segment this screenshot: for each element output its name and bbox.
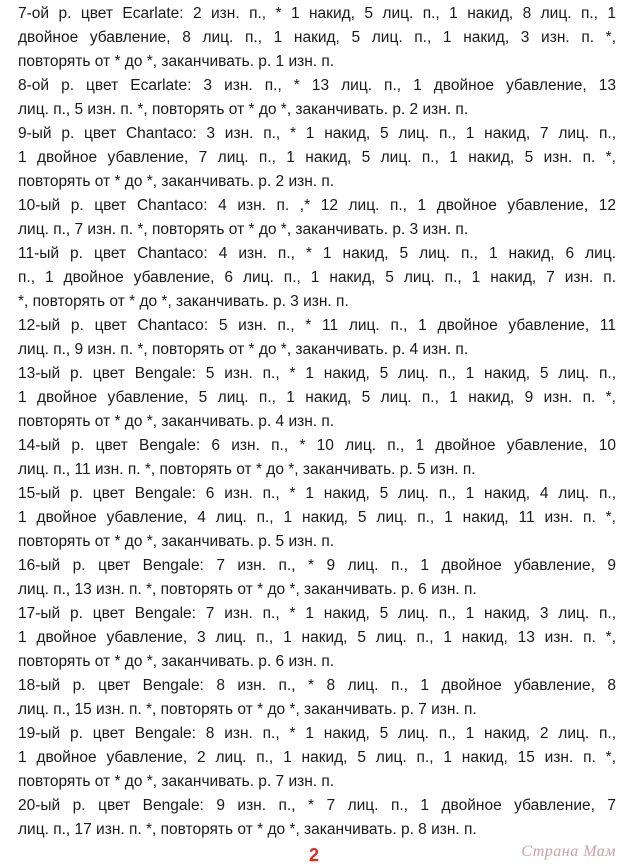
instruction-line: 14-ый р. цвет Bengale: 6 изн. п., * 10 лиц. п., 1 двойное убавление, 10	[18, 437, 616, 454]
instruction-line: лиц. п., 15 изн. п. *, повторять от * до *, заканчивать. р. 7 изн. п.	[18, 701, 477, 718]
instruction-line: 20-ый р. цвет Bengale: 9 изн. п., * 7 лиц. п., 1 двойное убавление, 7	[18, 797, 616, 814]
instruction-line: 1 двойное убавление, 4 лиц. п., 1 накид, 5 лиц. п., 1 накид, 11 изн. п. *,	[18, 509, 616, 526]
instruction-line: 9-ый р. цвет Chantaco: 3 изн. п., * 1 накид, 5 лиц. п., 1 накид, 7 лиц. п.,	[18, 125, 616, 142]
instruction-line: 7-ой р. цвет Ecarlate: 2 изн. п., * 1 накид, 5 лиц. п., 1 накид, 8 лиц. п., 1	[18, 5, 616, 22]
instruction-row	[18, 434, 616, 482]
instruction-line: *, повторять от * до *, заканчивать. р. 3 изн. п.	[18, 293, 349, 310]
instruction-row	[18, 2, 616, 74]
instruction-row	[18, 554, 616, 602]
instruction-line: 1 двойное убавление, 2 лиц. п., 1 накид, 5 лиц. п., 1 накид, 15 изн. п. *,	[18, 749, 616, 766]
instruction-row	[18, 122, 616, 194]
instruction-line: лиц. п., 9 изн. п. *, повторять от * до *, заканчивать. р. 4 изн. п.	[18, 341, 469, 358]
instruction-line: 19-ый р. цвет Bengale: 8 изн. п., * 1 накид, 5 лиц. п., 1 накид, 2 лиц. п.,	[18, 725, 616, 742]
instruction-row	[18, 794, 616, 842]
instruction-line: лиц. п., 17 изн. п. *, повторять от * до *, заканчивать. р. 8 изн. п.	[18, 821, 477, 838]
instruction-line: повторять от * до *, заканчивать. р. 7 изн. п.	[18, 773, 335, 790]
instruction-line: лиц. п., 11 изн. п. *, повторять от * до *, заканчивать. р. 5 изн. п.	[18, 461, 476, 478]
instruction-line: 12-ый р. цвет Chantaco: 5 изн. п., * 11 лиц. п., 1 двойное убавление, 11	[18, 317, 616, 334]
instruction-row	[18, 722, 616, 794]
instruction-row	[18, 314, 616, 362]
instruction-line: лиц. п., 13 изн. п. *, повторять от * до *, заканчивать. р. 6 изн. п.	[18, 581, 477, 598]
instruction-line: 1 двойное убавление, 7 лиц. п., 1 накид, 5 лиц. п., 1 накид, 5 изн. п. *,	[18, 149, 616, 166]
instruction-row	[18, 482, 616, 554]
instruction-line: повторять от * до *, заканчивать. р. 5 изн. п.	[18, 533, 335, 550]
instruction-line: 10-ый р. цвет Chantaco: 4 изн. п. ,* 12 лиц. п., 1 двойное убавление, 12	[18, 197, 616, 214]
instruction-line: повторять от * до *, заканчивать. р. 6 изн. п.	[18, 653, 335, 670]
instruction-line: повторять от * до *, заканчивать. р. 2 изн. п.	[18, 173, 335, 190]
instruction-row	[18, 602, 616, 674]
instruction-line: 15-ый р. цвет Bengale: 6 изн. п., * 1 накид, 5 лиц. п., 1 накид, 4 лиц. п.,	[18, 485, 616, 502]
instruction-row	[18, 362, 616, 434]
instruction-line: 1 двойное убавление, 3 лиц. п., 1 накид, 5 лиц. п., 1 накид, 13 изн. п. *,	[18, 629, 616, 646]
instruction-line: 13-ый р. цвет Bengale: 5 изн. п., * 1 накид, 5 лиц. п., 1 накид, 5 лиц. п.,	[18, 365, 616, 382]
instruction-line: 8-ой р. цвет Ecarlate: 3 изн. п., * 13 лиц. п., 1 двойное убавление, 13	[18, 77, 616, 94]
instruction-line: п., 1 двойное убавление, 6 лиц. п., 1 накид, 5 лиц. п., 1 накид, 7 изн. п.	[18, 269, 616, 286]
instruction-row	[18, 674, 616, 722]
page-number: 2	[308, 845, 319, 865]
instruction-line: 16-ый р. цвет Bengale: 7 изн. п., * 9 лиц. п., 1 двойное убавление, 9	[18, 557, 616, 574]
instruction-line: 17-ый р. цвет Bengale: 7 изн. п., * 1 накид, 5 лиц. п., 1 накид, 3 лиц. п.,	[18, 605, 616, 622]
site-watermark: Страна Мам	[521, 843, 616, 860]
instruction-line: 1 двойное убавление, 5 лиц. п., 1 накид, 5 лиц. п., 1 накид, 9 изн. п. *,	[18, 389, 616, 406]
instruction-line: лиц. п., 7 изн. п. *, повторять от * до *, заканчивать. р. 3 изн. п.	[18, 221, 469, 238]
instruction-line: лиц. п., 5 изн. п. *, повторять от * до *, заканчивать. р. 2 изн. п.	[18, 101, 469, 118]
instruction-row	[18, 74, 616, 122]
knitting-instructions	[18, 2, 616, 842]
instruction-line: 18-ый р. цвет Bengale: 8 изн. п., * 8 лиц. п., 1 двойное убавление, 8	[18, 677, 616, 694]
instruction-line: повторять от * до *, заканчивать. р. 1 изн. п.	[18, 53, 335, 70]
instruction-row	[18, 194, 616, 242]
instruction-line: двойное убавление, 8 лиц. п., 1 накид, 5 лиц. п., 1 накид, 3 изн. п. *,	[18, 29, 616, 46]
instruction-row	[18, 242, 616, 314]
instruction-line: 11-ый р. цвет Chantaco: 4 изн. п., * 1 накид, 5 лиц. п., 1 накид, 6 лиц.	[18, 245, 616, 262]
instruction-line: повторять от * до *, заканчивать. р. 4 изн. п.	[18, 413, 335, 430]
